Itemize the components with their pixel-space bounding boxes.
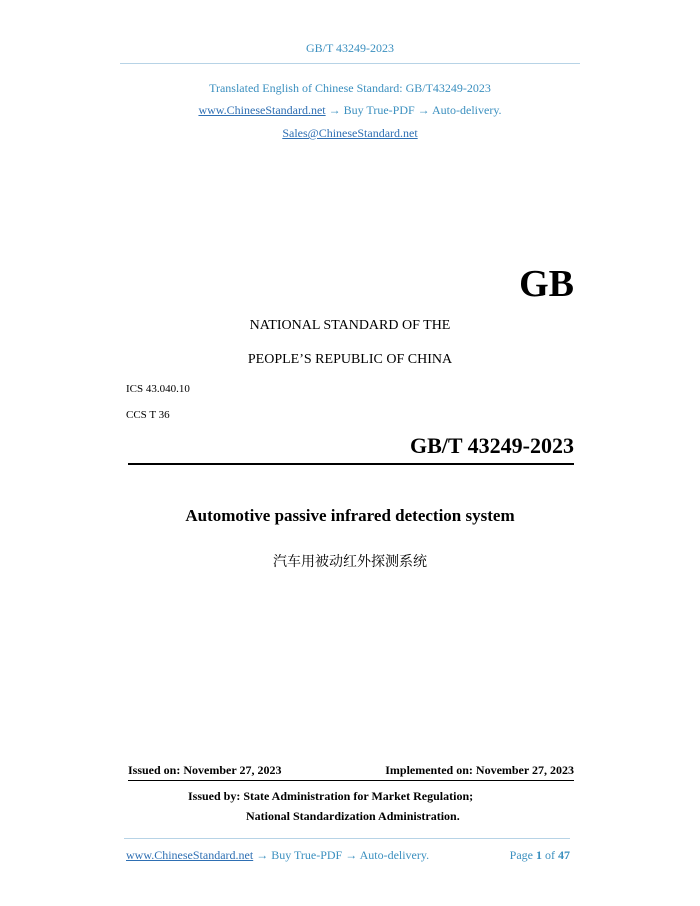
page-of: of <box>545 848 555 862</box>
title-chinese: 汽车用被动红外探测系统 <box>273 554 427 570</box>
footer-site-line <box>126 848 429 863</box>
standard-divider <box>128 463 574 465</box>
email-link[interactable]: Sales@ChineseStandard.net <box>282 126 418 140</box>
translated-line: Translated English of Chinese Standard: GB/T43249-2023 <box>209 81 491 95</box>
header-code: GB/T 43249-2023 <box>305 41 395 55</box>
ics-code: ICS 43.040.10 <box>126 383 190 395</box>
header-site-line <box>0 103 700 118</box>
issued-on: Issued on: November 27, 2023 <box>128 763 282 777</box>
page-indicator <box>510 848 570 863</box>
standard-number: GB/T 43249-2023 <box>409 433 574 458</box>
footer-site-link[interactable]: www.ChineseStandard.net <box>126 848 254 862</box>
issued-by-1: Issued by: State Administration for Market Regulation; <box>188 789 474 803</box>
header-divider <box>120 63 580 64</box>
national-line-2: PEOPLE’S REPUBLIC OF CHINA <box>247 352 453 367</box>
issued-divider <box>128 780 574 781</box>
page-total: 47 <box>558 848 570 862</box>
footer-divider <box>124 838 570 839</box>
issued-by-2: National Standardization Administration. <box>246 809 460 823</box>
national-line-1: NATIONAL STANDARD OF THE <box>249 318 451 333</box>
page-label: Page <box>509 848 533 862</box>
implemented-on: Implemented on: November 27, 2023 <box>385 763 574 777</box>
gb-mark: GB <box>519 263 574 305</box>
header-email-line <box>0 126 700 141</box>
ccs-code: CCS T 36 <box>126 409 170 421</box>
header-site-link[interactable]: www.ChineseStandard.net <box>198 103 326 117</box>
page-current: 1 <box>536 848 542 862</box>
footer-site-suffix: → Buy True-PDF → Auto-delivery. <box>253 848 430 862</box>
header-site-suffix: → Buy True-PDF → Auto-delivery. <box>325 103 502 117</box>
title-english: Automotive passive infrared detection system <box>185 506 515 525</box>
